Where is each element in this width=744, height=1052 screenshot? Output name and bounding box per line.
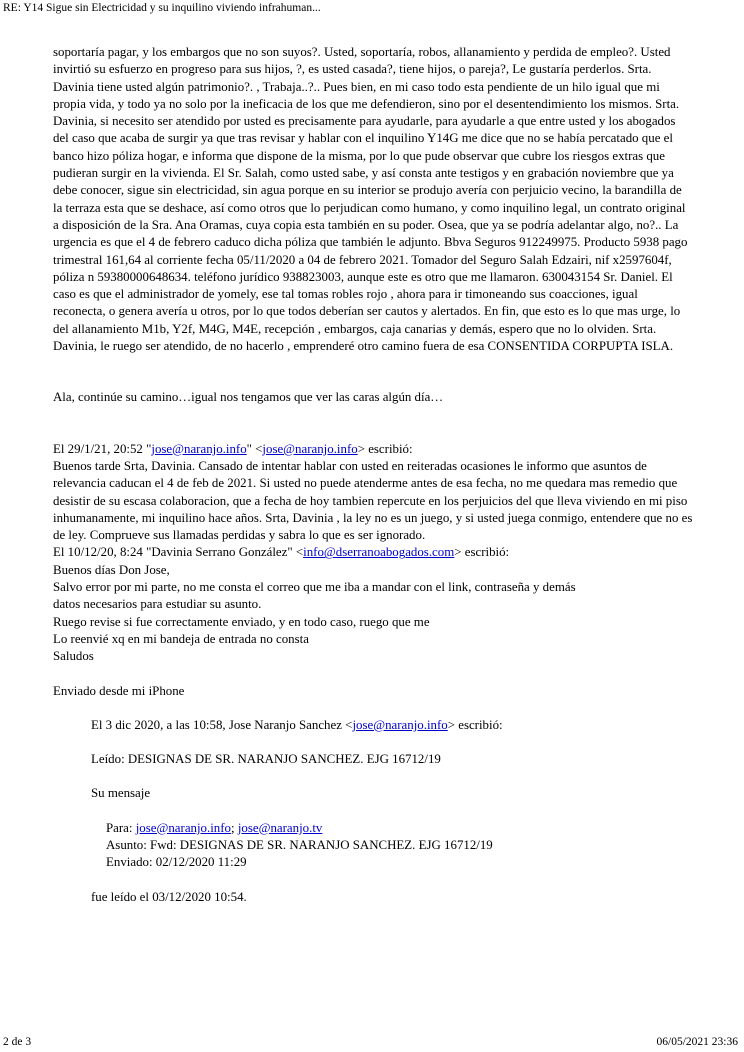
reply-header-2 bbox=[53, 544, 693, 561]
reply-line: datos necesarios para estudiar su asunto. bbox=[53, 597, 262, 612]
para-label: Para: bbox=[106, 820, 136, 835]
reply-header-1 bbox=[53, 441, 693, 458]
print-datetime: 06/05/2021 23:36 bbox=[656, 1036, 738, 1048]
email-body bbox=[53, 44, 693, 906]
reply-line: Lo reenvié xq en mi bandeja de entrada no consta bbox=[53, 631, 309, 646]
reply-prefix: El 10/12/20, 8:24 "Davinia Serrano González" < bbox=[53, 545, 304, 560]
reply-mid: " < bbox=[246, 441, 263, 456]
enviado-line: Enviado: 02/12/2020 11:29 bbox=[106, 855, 247, 870]
reply-suffix: > escribió: bbox=[447, 717, 503, 732]
body-paragraph: soportaría pagar, y los embargos que no son suyos?. Usted, soportaría, robos, allanamiento y perdida de empleo?. Usted invirtió su esfuerzo en progreso para sus hijos, ?, es usted casada?, tiene hijos, o pareja?, Le gustaría perderlos. Srta. Davinia tiene usted algún patrimonio?. , Trabaja..?.. Pues bien, en mi caso todo esta pendiente de un hilo igual que mi propia vida, y todo ya no solo por la ineficacia de los que me defendieron, sino por el desentendimiento los mismos. Srta. Davinia, si necesito ser atendido por usted es precisamente para ayudarle, para ayudarle a que entre usted y los abogados del caso que acaba de surgir ya que tras revisar y hablar con el inquilino Y14G me dice que no se había percatado que el banco hizo póliza hogar, e informa que dispone de la misma, por lo que pude observar que cubre los riesgos extras que pudieran surgir en la vivienda. El Sr. Salah, como usted sabe, y así consta ante testigos y en grabación noviembre que ya debe conocer, sigue sin electricidad, sin agua porque en su interior se produjo avería con perjuicio vecino, la barandilla de la terraza esta que se deshace, así como otros que lo perjudican como humano, y como inquilino legal, un contrato original a disposición de la Sra. Ana Oramas, cuya copia esta también en su poder. Osea, que ya se podría adelantar algo, no?.. La urgencia es que el 4 de febrero caduco dicha póliza que también le adjunto. Bbva Seguros 912249975. Producto 5938 pago trimestral 161,64 al corriente fecha 05/11/2020 a 04 de febrero 2021. Tomador del Seguro Salah Edzairi, nif x2597604f, póliza n 59380000648634. teléfono jurídico 938823003, aunque este es otro que me llamaron. 630043154 Sr. Daniel. El caso es que el administrador de yomely, ese tal tomas robles rojo , ahora para ir timoneando sus coacciones, igual reconecta, o genera avería u otros, por lo que todos deberían ser cautos y alertados. En fin, que esto es lo que mas urge, lo del allanamiento M1b, Y2f, M4G, M4E, recepción , embargos, caja canarias y demás, espero que no lo olviden. Srta. Davinia, le ruego ser atendido, de no hacerlo , emprenderé otro camino fuera de esa CONSENTIDA CORPUPTA ISLA. bbox=[53, 45, 688, 354]
reply-prefix: El 3 dic 2020, a las 10:58, Jose Naranjo Sanchez < bbox=[91, 717, 353, 732]
reply-line: Saludos bbox=[53, 649, 94, 664]
your-message-label: Su mensaje bbox=[91, 786, 151, 801]
reply-suffix: > escribió: bbox=[357, 441, 413, 456]
email-link[interactable]: jose@naranjo.tv bbox=[237, 820, 323, 835]
page-number: 2 de 3 bbox=[3, 1036, 32, 1048]
quoted-block bbox=[91, 717, 693, 906]
read-date-line: fue leído el 03/12/2020 10:54. bbox=[91, 889, 247, 904]
email-link[interactable]: jose@naranjo.info bbox=[262, 441, 358, 456]
email-link[interactable]: jose@naranjo.info bbox=[135, 820, 231, 835]
reply-suffix: > escribió: bbox=[454, 545, 510, 560]
email-link[interactable]: info@dserranoabogados.com bbox=[303, 545, 455, 560]
reply-line: Buenos días Don Jose, bbox=[53, 562, 170, 577]
email-link[interactable]: jose@naranjo.info bbox=[352, 717, 448, 732]
email-link[interactable]: jose@naranjo.info bbox=[151, 441, 247, 456]
reply-text-1: Buenos tarde Srta, Davinia. Cansado de intentar hablar con usted en reiteradas ocasiones le informo que asuntos de relevancia caducan el 4 de feb de 2021. Si usted no puede atenderme antes de esa fecha, no me quedara mas remedio que desistir de su escasa colaboracion, que a fecha de hoy tambien repercute en los perjuicios del que lleva viviendo en mi piso inhumanamente, mi inquilino hace años. Srta, Davinia , la ley no es un juego, y si usted juega conmigo, entendere que no es de ley. Comprueve sus llamadas perdidas y sabra lo que es ser ignorado. bbox=[53, 458, 693, 543]
para-separator: ; bbox=[231, 820, 238, 835]
para-line bbox=[106, 820, 693, 837]
closing-paragraph: Ala, continúe su camino…igual nos tengamos que ver las caras algún día… bbox=[53, 390, 444, 405]
sent-from-signature: Enviado desde mi iPhone bbox=[53, 683, 185, 698]
email-subject-header: RE: Y14 Sigue sin Electricidad y su inquilino viviendo infrahuman... bbox=[3, 2, 321, 14]
message-details bbox=[106, 820, 693, 872]
reply-line: Salvo error por mi parte, no me consta el correo que me iba a mandar con el link, contraseña y demás bbox=[53, 580, 576, 595]
asunto-line: Asunto: Fwd: DESIGNAS DE SR. NARANJO SANCHEZ. EJG 16712/19 bbox=[106, 837, 493, 852]
reply-prefix: El 29/1/21, 20:52 " bbox=[53, 441, 152, 456]
reply-line: Ruego revise si fue correctamente enviado, y en todo caso, ruego que me bbox=[53, 614, 430, 629]
read-receipt-subject: Leído: DESIGNAS DE SR. NARANJO SANCHEZ. EJG 16712/19 bbox=[91, 752, 441, 767]
reply-header-3 bbox=[91, 717, 693, 734]
